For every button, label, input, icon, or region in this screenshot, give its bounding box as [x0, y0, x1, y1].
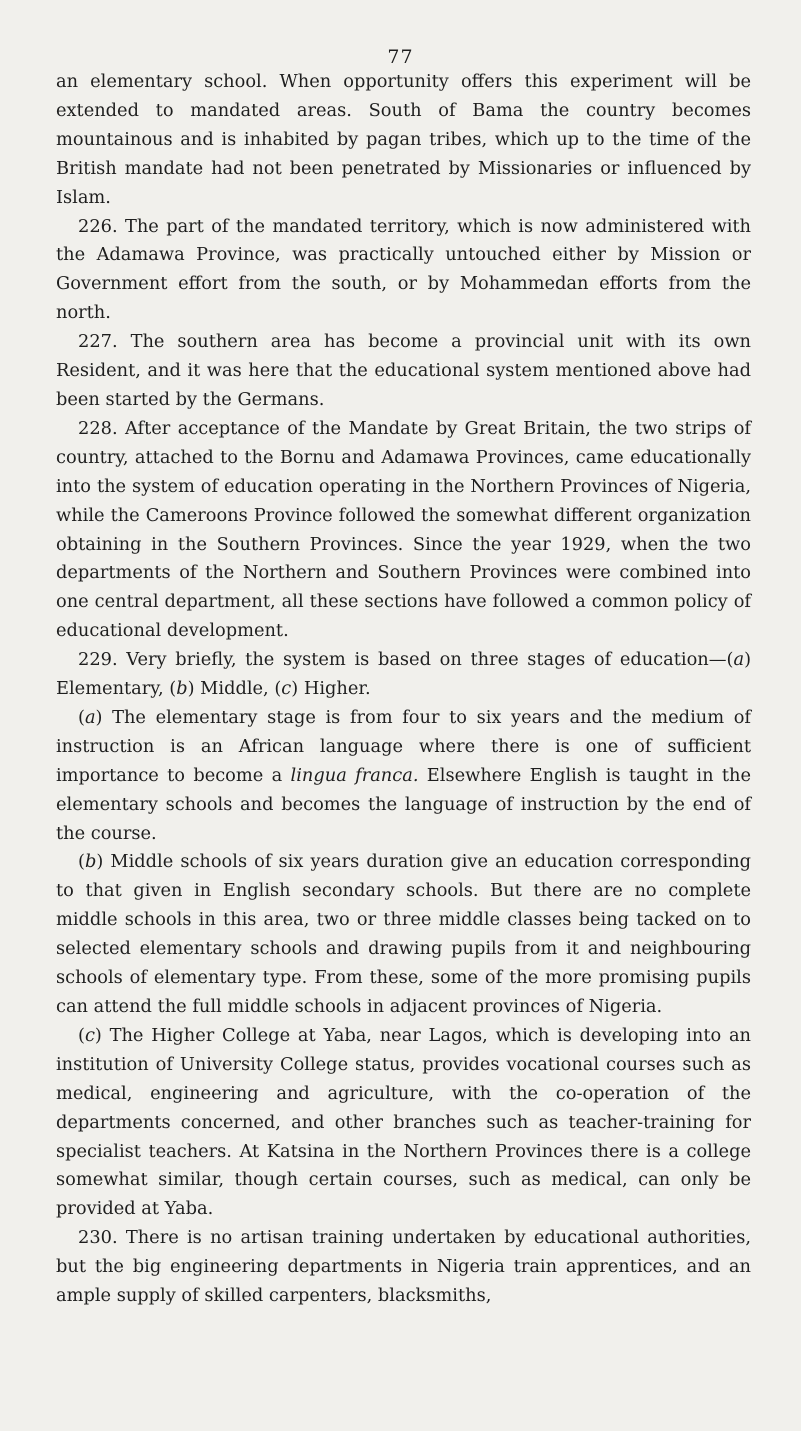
subparagraph-a-label: a	[84, 706, 96, 728]
subparagraph-a-italic: lingua franca.	[290, 764, 419, 786]
subparagraph-c	[56, 1022, 751, 1224]
paragraph-229-text-4: ) Higher.	[291, 678, 371, 700]
subparagraph-b-label: b	[84, 851, 97, 873]
paragraph-229-label-a: a	[733, 649, 745, 671]
subparagraph-a-open: (	[78, 706, 85, 728]
body-text	[56, 68, 751, 1311]
paragraph-229-text-2: ) Elementary, (	[56, 649, 751, 700]
page-number: 77	[387, 46, 414, 68]
subparagraph-c-open: (	[78, 1024, 85, 1046]
paragraph-229	[56, 646, 751, 704]
paragraph-229-text-3: ) Middle, (	[187, 678, 282, 700]
subparagraph-a-text-1: ) The elementary stage is from four to six years and the medium of instruction is an African language where there is one of sufficient importance to become a	[56, 706, 751, 786]
subparagraph-c-label: c	[84, 1024, 95, 1046]
subparagraph-a	[56, 704, 751, 849]
paragraph-229-label-c: c	[281, 678, 292, 700]
paragraph-227: 227. The southern area has become a provincial unit with its own Resident, and it was here that the educational system mentioned above had been started by the Germans.	[56, 331, 751, 410]
subparagraph-c-text: ) The Higher College at Yaba, near Lagos, which is developing into an institution of University College status, provides vocational courses such as medical, engineering and agriculture, with the co-operation of the departments concerned, and other branches such as teacher-training for specialist teachers. At Katsina in the Northern Provinces there is a college somewhat similar, though certain courses, such as medical, can only be provided at Yaba.	[56, 1024, 751, 1220]
subparagraph-b-text: ) Middle schools of six years duration give an education corresponding to that given in English secondary schools. But there are no complete middle schools in this area, two or three middle classes being tacked on to selected elementary schools and drawing pupils from it and neighbouring schools of elementary type. From these, some of the more promising pupils can attend the full middle schools in adjacent provinces of Nigeria.	[56, 851, 751, 1017]
subparagraph-a-text-2: Elsewhere English is taught in the elementary schools and becomes the language of instruction by the end of the course.	[56, 764, 751, 844]
subparagraph-b-open: (	[78, 851, 85, 873]
paragraph-230: 230. There is no artisan training undertaken by educational authorities, but the big engineering departments in Nigeria train apprentices, and an ample supply of skilled carpenters, blacksmiths,	[56, 1227, 751, 1307]
paragraph-229-label-b: b	[176, 678, 188, 700]
paragraph-228: 228. After acceptance of the Mandate by Great Britain, the two strips of country, attached to the Bornu and Adamawa Provinces, came educationally into the system of education operating in the Northern Provinces of Nigeria, while the Cameroons Province followed the somewhat different organization obtaining in the Southern Provinces. Since the year 1929, when the two departments of the Northern and Southern Provinces were combined into one central department, all these sections have followed a common policy of educational development.	[56, 417, 751, 642]
paragraph-226: 226. The part of the mandated territory, which is now administered with the Adamawa Province, was practically untouched either by Mission or Government effort from the south, or by Mohammedan efforts from the north.	[56, 215, 751, 324]
paragraph-continuation: an elementary school. When opportunity offers this experiment will be extended to mandated areas. South of Bama the country becomes mountainous and is inhabited by pagan tribes, which up to the time of the British mandate had not been penetrated by Missionaries or influenced by Islam.	[56, 71, 751, 208]
subparagraph-b	[56, 848, 751, 1021]
paragraph-229-text-1: 229. Very briefly, the system is based on three stages of education—(	[78, 649, 734, 671]
